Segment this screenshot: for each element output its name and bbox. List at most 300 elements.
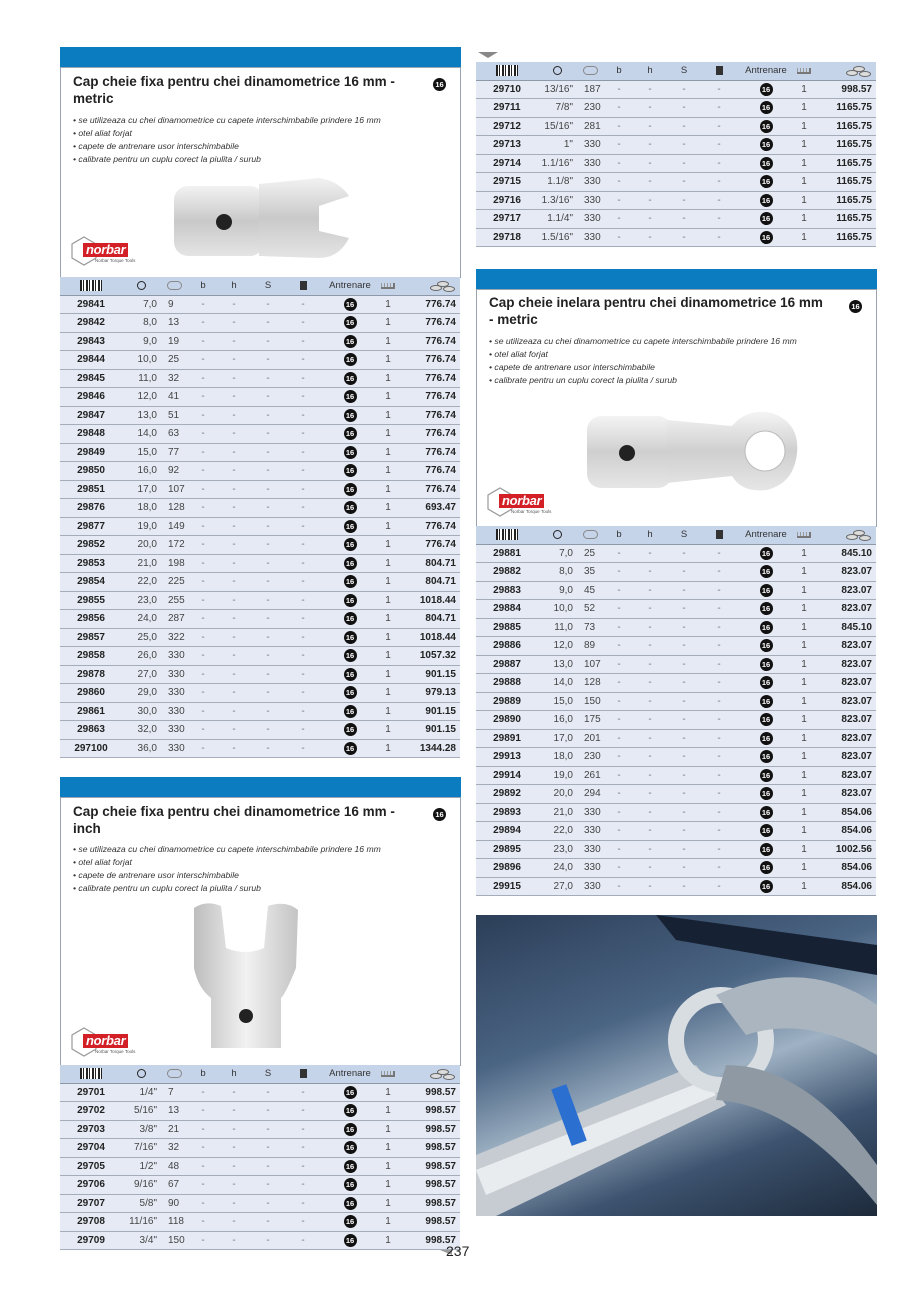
- antrenare-cell: [736, 840, 796, 859]
- antrenare-cell: [320, 425, 380, 444]
- empty-value: -: [218, 1157, 250, 1176]
- empty-value: -: [604, 655, 634, 674]
- empty-value: -: [250, 573, 286, 592]
- empty-value: -: [218, 314, 250, 333]
- price-value: 823.07: [812, 563, 876, 582]
- header-h: h: [231, 1068, 237, 1080]
- quantity-value: 1: [796, 173, 812, 192]
- column-header: [396, 1065, 460, 1083]
- antrenare-cell: [320, 554, 380, 573]
- empty-value: -: [634, 674, 666, 693]
- table-row: [476, 877, 876, 896]
- quantity-value: 1: [796, 877, 812, 896]
- empty-value: -: [188, 443, 218, 462]
- antrenare-cell: [320, 388, 380, 407]
- size-value: 15/16": [538, 117, 576, 136]
- antrenare-cell: [736, 154, 796, 173]
- empty-value: -: [604, 117, 634, 136]
- item-code: 29853: [60, 554, 122, 573]
- torque-value: 281: [576, 117, 604, 136]
- empty-value: -: [604, 210, 634, 229]
- empty-value: -: [666, 191, 702, 210]
- empty-value: -: [218, 1231, 250, 1250]
- table-row: [60, 351, 460, 370]
- header-antrenare: Antrenare: [745, 65, 787, 77]
- empty-value: -: [666, 544, 702, 563]
- empty-value: -: [702, 600, 736, 619]
- empty-value: -: [250, 369, 286, 388]
- section-header-bar: [60, 47, 461, 67]
- item-code: 29707: [60, 1194, 122, 1213]
- empty-value: -: [604, 600, 634, 619]
- empty-value: -: [604, 840, 634, 859]
- empty-value: -: [188, 351, 218, 370]
- barcode-icon: [496, 529, 518, 540]
- drive-16-badge: 16: [760, 120, 773, 133]
- empty-value: -: [634, 173, 666, 192]
- table-row: [476, 748, 876, 767]
- antrenare-cell: [320, 1139, 380, 1158]
- product-title: Cap cheie fixa pentru chei dinamometrice 16 mm - inch: [73, 804, 395, 836]
- size-value: 32,0: [122, 721, 160, 740]
- antrenare-cell: [736, 99, 796, 118]
- table-row: [60, 1120, 460, 1139]
- item-code: 29850: [60, 462, 122, 481]
- quantity-value: 1: [380, 1231, 396, 1250]
- size-value: 22,0: [122, 573, 160, 592]
- item-code: 29857: [60, 628, 122, 647]
- torque-value: 255: [160, 591, 188, 610]
- price-value: 776.74: [396, 332, 460, 351]
- empty-value: -: [634, 99, 666, 118]
- table-row: [476, 80, 876, 99]
- torque-value: 21: [160, 1120, 188, 1139]
- torque-icon: [583, 66, 598, 75]
- quantity-value: 1: [796, 674, 812, 693]
- quantity-value: 1: [380, 1176, 396, 1195]
- empty-value: -: [666, 228, 702, 247]
- price-icon: [430, 280, 456, 292]
- table-header-row: [60, 1065, 460, 1083]
- size-value: 18,0: [122, 499, 160, 518]
- table-row: [60, 1176, 460, 1195]
- item-code: 29882: [476, 563, 538, 582]
- antrenare-cell: [736, 618, 796, 637]
- table-row: [476, 692, 876, 711]
- section-header-bar: [60, 777, 461, 797]
- price-value: 776.74: [396, 443, 460, 462]
- empty-value: -: [250, 1194, 286, 1213]
- table-row: [476, 637, 876, 656]
- table-row: [476, 228, 876, 247]
- item-code: 29846: [60, 388, 122, 407]
- item-code: 29702: [60, 1102, 122, 1121]
- drive-16-badge: 16: [344, 1123, 357, 1136]
- price-value: 823.07: [812, 766, 876, 785]
- empty-value: -: [634, 840, 666, 859]
- quantity-value: 1: [380, 480, 396, 499]
- torque-value: 330: [160, 684, 188, 703]
- quantity-value: 1: [380, 425, 396, 444]
- item-code: 29914: [476, 766, 538, 785]
- empty-value: -: [286, 314, 320, 333]
- item-code: 29887: [476, 655, 538, 674]
- quantity-value: 1: [796, 692, 812, 711]
- table-row: [60, 1157, 460, 1176]
- empty-value: -: [702, 766, 736, 785]
- table-row: [476, 191, 876, 210]
- size-value: 11/16": [122, 1213, 160, 1232]
- price-value: 776.74: [396, 369, 460, 388]
- empty-value: -: [666, 748, 702, 767]
- torque-value: 225: [160, 573, 188, 592]
- empty-value: -: [286, 1139, 320, 1158]
- torque-value: 330: [160, 721, 188, 740]
- drive-16-badge: 16: [849, 300, 862, 313]
- size-value: 9,0: [538, 581, 576, 600]
- empty-value: -: [286, 517, 320, 536]
- empty-value: -: [188, 1102, 218, 1121]
- empty-value: -: [286, 1176, 320, 1195]
- empty-value: -: [634, 729, 666, 748]
- price-value: 998.57: [396, 1231, 460, 1250]
- empty-value: -: [604, 674, 634, 693]
- drive-16-badge: 16: [344, 335, 357, 348]
- item-code: 29884: [476, 600, 538, 619]
- empty-value: -: [666, 729, 702, 748]
- torque-value: 150: [576, 692, 604, 711]
- antrenare-cell: [736, 173, 796, 192]
- empty-value: -: [702, 117, 736, 136]
- antrenare-cell: [736, 785, 796, 804]
- size-value: 13/16": [538, 80, 576, 99]
- drive-16-badge: 16: [344, 575, 357, 588]
- empty-value: -: [188, 517, 218, 536]
- feature-item: • capete de antrenare usor interschimbabile: [73, 141, 239, 151]
- ruler-icon: [381, 283, 395, 289]
- empty-value: -: [286, 554, 320, 573]
- empty-value: -: [666, 803, 702, 822]
- drive-16-badge: 16: [760, 621, 773, 634]
- quantity-value: 1: [796, 711, 812, 730]
- item-code: 29849: [60, 443, 122, 462]
- table-header-row: [476, 62, 876, 80]
- empty-value: -: [702, 692, 736, 711]
- price-value: 1057.32: [396, 647, 460, 666]
- column-header: [702, 526, 736, 544]
- size-value: 8,0: [122, 314, 160, 333]
- column-header: [60, 1065, 122, 1083]
- empty-value: -: [188, 591, 218, 610]
- size-value: 1.3/16": [538, 191, 576, 210]
- size-value: 1.5/16": [538, 228, 576, 247]
- antrenare-cell: [320, 1157, 380, 1176]
- antrenare-cell: [736, 563, 796, 582]
- price-value: 1165.75: [812, 99, 876, 118]
- price-value: 776.74: [396, 351, 460, 370]
- empty-value: -: [218, 1120, 250, 1139]
- antrenare-cell: [320, 1231, 380, 1250]
- antrenare-cell: [736, 803, 796, 822]
- drive-16-badge: 16: [760, 584, 773, 597]
- empty-value: -: [634, 600, 666, 619]
- empty-value: -: [188, 628, 218, 647]
- empty-value: -: [286, 647, 320, 666]
- drive-16-badge: 16: [344, 390, 357, 403]
- header-h: h: [647, 529, 653, 541]
- barcode-icon: [80, 280, 102, 291]
- header-s: S: [264, 1068, 272, 1080]
- feature-item: • se utilizeaza cu chei dinamometrice cu capete interschimbabile prindere 16 mm: [73, 115, 381, 125]
- torque-value: 51: [160, 406, 188, 425]
- drive-16-badge: 16: [344, 557, 357, 570]
- table-row: [476, 618, 876, 637]
- price-value: 979.13: [396, 684, 460, 703]
- item-code: 297100: [60, 739, 122, 758]
- empty-value: -: [666, 173, 702, 192]
- item-code: 29714: [476, 154, 538, 173]
- table-row: [60, 684, 460, 703]
- empty-value: -: [604, 637, 634, 656]
- feature-item: • calibrate pentru un cuplu corect la piulita / surub: [73, 154, 261, 164]
- drive-16-badge: 16: [344, 705, 357, 718]
- empty-value: -: [286, 388, 320, 407]
- table-row: [476, 563, 876, 582]
- quantity-value: 1: [380, 351, 396, 370]
- empty-value: -: [286, 1157, 320, 1176]
- price-value: 1165.75: [812, 154, 876, 173]
- price-icon: [846, 65, 872, 77]
- drive-16-badge: 16: [760, 787, 773, 800]
- empty-value: -: [188, 1120, 218, 1139]
- empty-value: -: [604, 748, 634, 767]
- size-value: 1.1/4": [538, 210, 576, 229]
- size-value: 5/8": [122, 1194, 160, 1213]
- size-value: 22,0: [538, 822, 576, 841]
- drive-16-badge: 16: [344, 501, 357, 514]
- torque-value: 52: [576, 600, 604, 619]
- torque-value: 230: [576, 99, 604, 118]
- table-row: [60, 443, 460, 462]
- empty-value: -: [604, 618, 634, 637]
- drive-16-badge: 16: [760, 824, 773, 837]
- drive-16-badge: 16: [344, 1141, 357, 1154]
- antrenare-cell: [320, 647, 380, 666]
- empty-value: -: [218, 684, 250, 703]
- item-code: 29889: [476, 692, 538, 711]
- header-antrenare: Antrenare: [745, 529, 787, 541]
- price-icon: [430, 1068, 456, 1080]
- drive-16-badge: 16: [344, 520, 357, 533]
- drive-16-badge: 16: [344, 723, 357, 736]
- column-header: [538, 62, 576, 80]
- product-table-metric-open: [60, 277, 460, 758]
- torque-wrench-in-use-photo: [476, 915, 877, 1216]
- drive-16-badge: 16: [433, 78, 446, 91]
- empty-value: -: [250, 591, 286, 610]
- item-code: 29876: [60, 499, 122, 518]
- empty-value: -: [286, 536, 320, 555]
- price-value: 998.57: [396, 1157, 460, 1176]
- logo-tagline: Norbar Torque Tools: [511, 509, 552, 514]
- torque-value: 330: [160, 647, 188, 666]
- torque-value: 330: [160, 702, 188, 721]
- size-value: 14,0: [122, 425, 160, 444]
- table-row: [60, 462, 460, 481]
- table-row: [476, 117, 876, 136]
- price-value: 776.74: [396, 406, 460, 425]
- empty-value: -: [286, 628, 320, 647]
- empty-value: -: [702, 803, 736, 822]
- empty-value: -: [634, 748, 666, 767]
- antrenare-cell: [736, 822, 796, 841]
- empty-value: -: [250, 406, 286, 425]
- empty-value: -: [218, 573, 250, 592]
- drive-16-badge: 16: [760, 101, 773, 114]
- item-code: 29847: [60, 406, 122, 425]
- torque-value: 63: [160, 425, 188, 444]
- price-value: 804.71: [396, 573, 460, 592]
- empty-value: -: [218, 388, 250, 407]
- item-code: 29706: [60, 1176, 122, 1195]
- antrenare-cell: [736, 80, 796, 99]
- quantity-value: 1: [380, 1157, 396, 1176]
- torque-value: 90: [160, 1194, 188, 1213]
- empty-value: -: [188, 1213, 218, 1232]
- size-value: 12,0: [122, 388, 160, 407]
- drive-16-badge: 16: [344, 372, 357, 385]
- table-row: [60, 739, 460, 758]
- price-value: 1165.75: [812, 117, 876, 136]
- header-b: b: [616, 65, 622, 77]
- quantity-value: 1: [380, 591, 396, 610]
- table-row: [60, 702, 460, 721]
- item-code: 29858: [60, 647, 122, 666]
- size-value: 1/4": [122, 1083, 160, 1102]
- price-value: 998.57: [396, 1083, 460, 1102]
- item-code: 29845: [60, 369, 122, 388]
- size-value: 1": [538, 136, 576, 155]
- logo-wordmark: norbar: [83, 243, 128, 257]
- torque-value: 330: [576, 154, 604, 173]
- table-row: [476, 859, 876, 878]
- feature-list: [73, 843, 381, 895]
- table-row: [60, 388, 460, 407]
- empty-value: -: [188, 295, 218, 314]
- quantity-value: 1: [380, 462, 396, 481]
- barcode-icon: [496, 65, 518, 76]
- table-row: [476, 729, 876, 748]
- drive-16-badge: 16: [344, 427, 357, 440]
- empty-value: -: [286, 443, 320, 462]
- item-code: 29913: [476, 748, 538, 767]
- price-value: 998.57: [396, 1102, 460, 1121]
- item-code: 29844: [60, 351, 122, 370]
- item-code: 29703: [60, 1120, 122, 1139]
- quantity-value: 1: [796, 822, 812, 841]
- empty-value: -: [188, 684, 218, 703]
- price-value: 901.15: [396, 721, 460, 740]
- torque-value: 77: [160, 443, 188, 462]
- size-value: 9,0: [122, 332, 160, 351]
- antrenare-cell: [320, 1120, 380, 1139]
- size-value: 16,0: [122, 462, 160, 481]
- antrenare-cell: [736, 748, 796, 767]
- torque-value: 172: [160, 536, 188, 555]
- product-info-metric-ring: [476, 289, 877, 527]
- antrenare-cell: [736, 692, 796, 711]
- column-header: [736, 62, 796, 80]
- column-header: [160, 1065, 188, 1083]
- empty-value: -: [634, 766, 666, 785]
- table-row: [476, 136, 876, 155]
- table-row: [476, 581, 876, 600]
- antrenare-cell: [736, 877, 796, 896]
- empty-value: -: [666, 711, 702, 730]
- antrenare-cell: [320, 499, 380, 518]
- diameter-icon: [137, 1069, 146, 1078]
- empty-value: -: [702, 637, 736, 656]
- empty-value: -: [702, 785, 736, 804]
- price-value: 854.06: [812, 803, 876, 822]
- drive-16-badge: 16: [760, 547, 773, 560]
- price-value: 776.74: [396, 425, 460, 444]
- table-row: [60, 332, 460, 351]
- quantity-value: 1: [796, 859, 812, 878]
- empty-value: -: [188, 1194, 218, 1213]
- antrenare-cell: [320, 462, 380, 481]
- item-code: 29861: [60, 702, 122, 721]
- size-value: 1.1/16": [538, 154, 576, 173]
- table-row: [60, 1213, 460, 1232]
- empty-value: -: [218, 406, 250, 425]
- price-value: 998.57: [396, 1120, 460, 1139]
- size-value: 23,0: [122, 591, 160, 610]
- table-row: [60, 1102, 460, 1121]
- torque-value: 330: [576, 803, 604, 822]
- empty-value: -: [702, 729, 736, 748]
- item-code: 29885: [476, 618, 538, 637]
- column-header: [576, 62, 604, 80]
- empty-value: -: [250, 1139, 286, 1158]
- empty-value: -: [702, 228, 736, 247]
- empty-value: -: [286, 499, 320, 518]
- column-header: [796, 526, 812, 544]
- empty-value: -: [634, 637, 666, 656]
- table-row: [476, 785, 876, 804]
- antrenare-cell: [736, 859, 796, 878]
- price-value: 1018.44: [396, 628, 460, 647]
- ring-wrench-head-image: [582, 408, 807, 498]
- table-row: [60, 554, 460, 573]
- drive-16-badge: 16: [760, 157, 773, 170]
- quantity-value: 1: [380, 443, 396, 462]
- empty-value: -: [666, 618, 702, 637]
- antrenare-cell: [736, 655, 796, 674]
- torque-value: 149: [160, 517, 188, 536]
- table-header-row: [476, 526, 876, 544]
- empty-value: -: [286, 1102, 320, 1121]
- quantity-value: 1: [380, 1213, 396, 1232]
- feature-item: • otel aliat forjat: [73, 128, 132, 138]
- quantity-value: 1: [796, 785, 812, 804]
- table-row: [476, 210, 876, 229]
- price-value: 823.07: [812, 692, 876, 711]
- empty-value: -: [286, 573, 320, 592]
- empty-value: -: [286, 295, 320, 314]
- empty-value: -: [634, 563, 666, 582]
- table-row: [60, 628, 460, 647]
